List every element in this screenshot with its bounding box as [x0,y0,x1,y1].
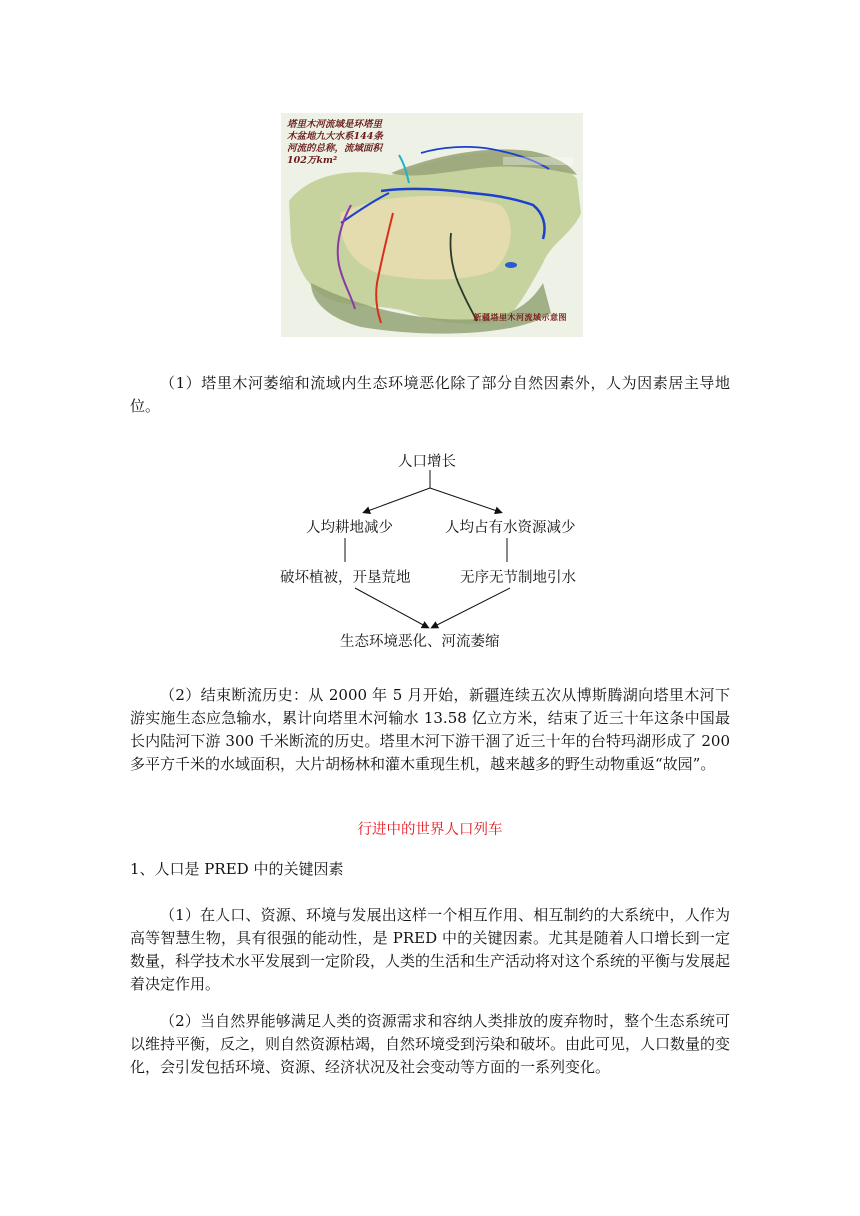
flow-node-vegetation-damage: 破坏植被，开垦荒地 [280,570,411,586]
flow-node-water-decrease: 人均占有水资源减少 [445,520,576,536]
paragraph-2: （2）结束断流历史：从 2000 年 5 月开始，新疆连续五次从博斯腾湖向塔里木河下游实施生态应急输水，累计向塔里木河输水 13.58 亿立方米，结束了近三十年这条中国最长内陆河下游 300 千米断流的历史。塔里木河下游干涸了近三十年的台特玛湖形成了 200 多平方千米的水域面积，大片胡杨林和灌木重现生机，越来越多的野生动物重返“故园”。 [130,686,730,773]
map-annotation: 塔里木河流域是环塔里木盆地九大水系144条河流的总称，流域面积102万km² [287,119,383,166]
flow-node-population-growth: 人口增长 [398,454,456,470]
paragraph-1: （1）塔里木河萎缩和流域内生态环境恶化除了部分自然因素外，人为因素居主导地位。 [130,374,730,415]
flow-arrows [270,440,610,660]
flow-node-water-diversion: 无序无节制地引水 [460,570,576,586]
map-caption: 新疆塔里木河流域示意图 [473,313,567,322]
paragraph-4: （2）当自然界能够满足人类的资源需求和容纳人类排放的废弃物时，整个生态系统可以维持平衡，反之，则自然资源枯竭，自然环境受到污染和破坏。由此可见，人口数量的变化，会引发包括环境、资源、经济状况及社会变动等方面的一系列变化。 [130,1012,731,1076]
flow-node-eco-degradation: 生态环境恶化、河流萎缩 [340,634,500,650]
cause-flow-diagram [270,440,610,660]
flow-node-farmland-decrease: 人均耕地减少 [306,520,393,536]
tarim-river-map [281,113,583,337]
section-heading: 行进中的世界人口列车 [357,822,503,838]
section-subheading: 1、人口是 PRED 中的关键因素 [130,860,344,878]
paragraph-3: （1）在人口、资源、环境与发展出这样一个相互作用、相互制约的大系统中，人作为高等智慧生物，具有很强的能动性，是 PRED 中的关键因素。尤其是随着人口增长到一定数量，科学技术水平发展到一定阶段，人类的生活和生产活动将对这个系统的平衡与发展起着决定作用。 [130,906,731,993]
